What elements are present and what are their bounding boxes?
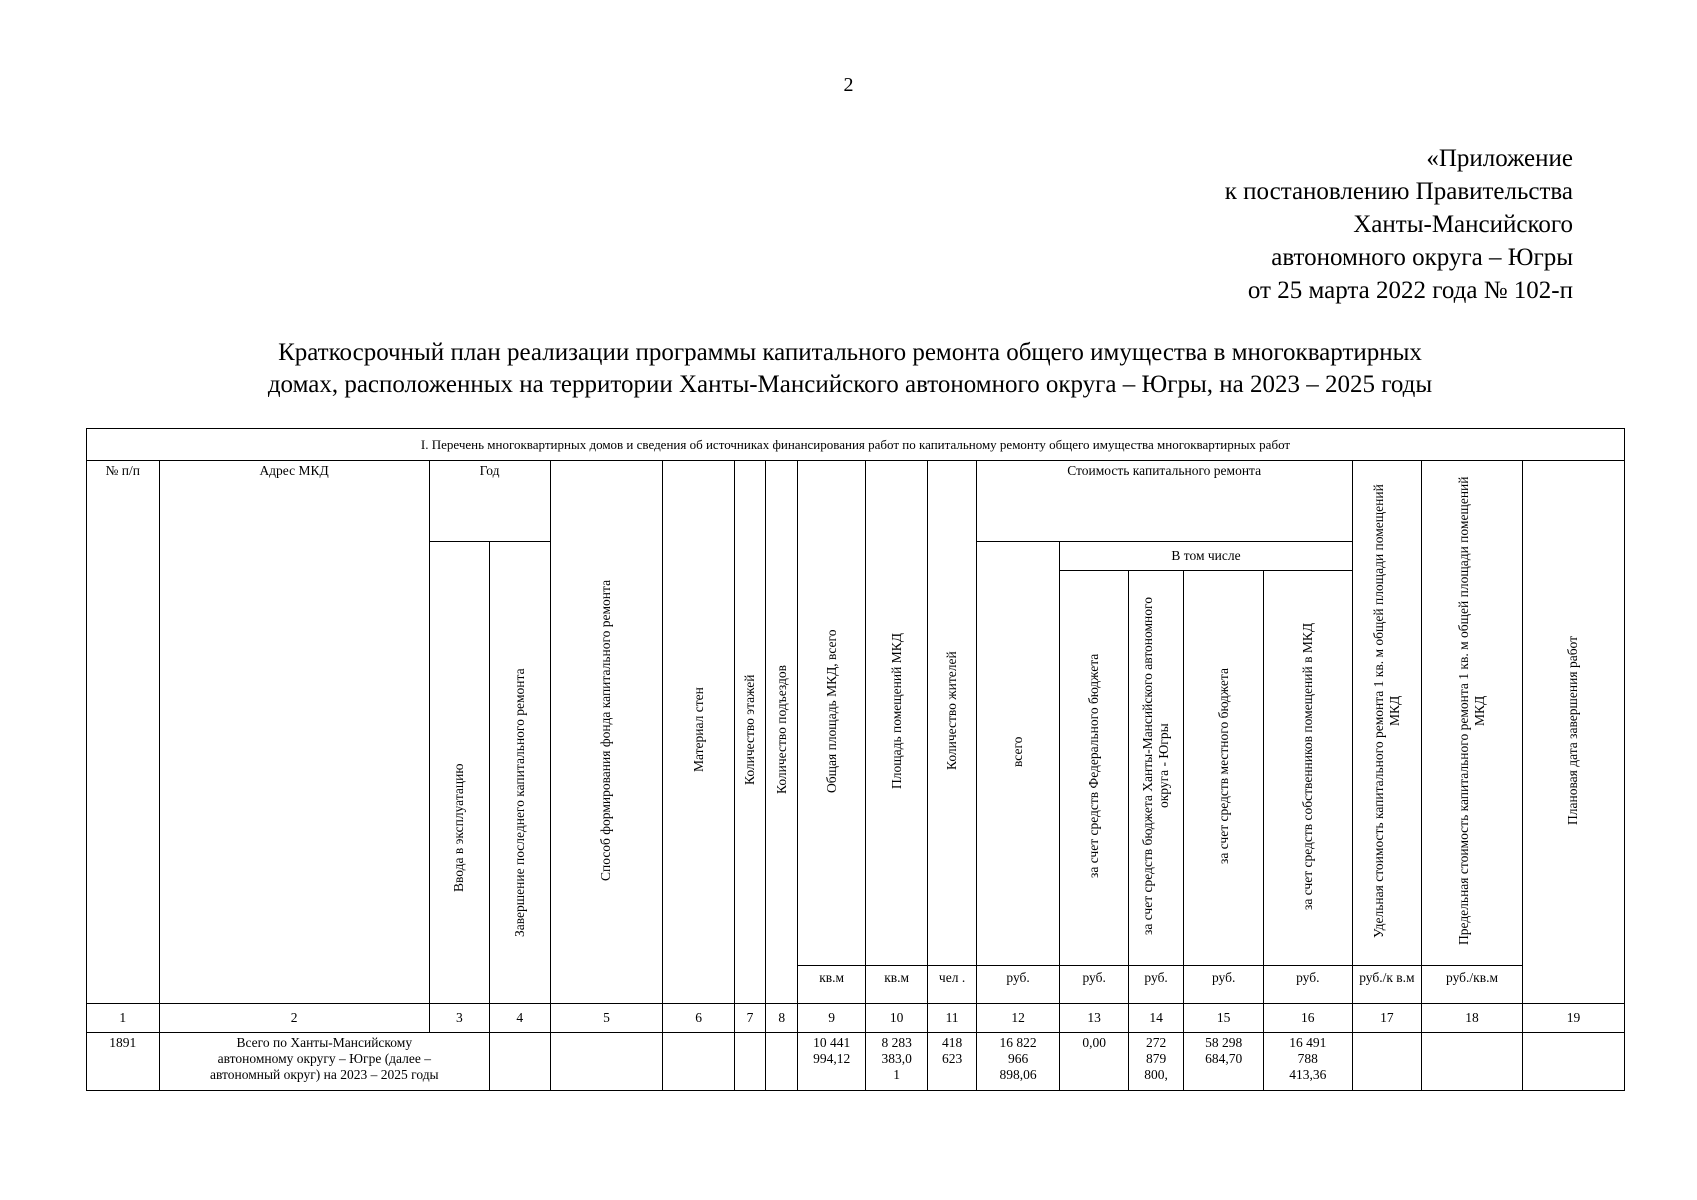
unit-owners: руб. xyxy=(1263,966,1352,1004)
appendix-line: «Приложение xyxy=(1426,145,1573,172)
header-fund-method: Способ формирования фонда капитального ремонта xyxy=(550,461,663,1004)
repair-plan-table xyxy=(86,428,1625,1091)
header-year: Год xyxy=(429,461,550,542)
column-number: 4 xyxy=(490,1004,550,1033)
unit-federal: руб. xyxy=(1060,966,1129,1004)
title-line: домах, расположенных на территории Ханты-Мансийского автономного округа – Югры, на 2023 – 2025 годы xyxy=(267,371,1433,398)
header-residents: Количество жителей xyxy=(928,461,976,966)
document-title xyxy=(150,337,1550,401)
column-number: 15 xyxy=(1184,1004,1264,1033)
header-planned-date: Плановая дата завершения работ xyxy=(1522,461,1624,1004)
header-floors: Количество этажей xyxy=(734,461,765,1004)
cell-num: 1891 xyxy=(87,1033,160,1091)
page-number: 2 xyxy=(843,74,854,96)
cell-year-last-repair xyxy=(490,1033,550,1091)
column-number: 14 xyxy=(1128,1004,1183,1033)
cell-max-cost xyxy=(1422,1033,1523,1091)
header-entrances: Количество подъездов xyxy=(766,461,798,1004)
unit-local: руб. xyxy=(1184,966,1264,1004)
cell-local: 58 298 684,70 xyxy=(1184,1033,1264,1091)
header-year-last-repair: Завершение последнего капитального ремонта xyxy=(490,542,550,1004)
header-federal: за счет средств Федерального бюджета xyxy=(1060,571,1129,966)
column-number: 13 xyxy=(1060,1004,1129,1033)
cell-regional: 272 879 800, xyxy=(1128,1033,1183,1091)
header-local: за счет средств местного бюджета xyxy=(1184,571,1264,966)
header-cost-total: всего xyxy=(976,542,1060,966)
appendix-line: автономного округа – Югры xyxy=(1271,244,1573,271)
header-regional: за счет средств бюджета Ханты-Мансийского автономного округа - Югры xyxy=(1128,571,1183,966)
header-including: В том числе xyxy=(1060,542,1352,571)
column-number: 8 xyxy=(766,1004,798,1033)
column-number: 18 xyxy=(1422,1004,1523,1033)
column-number: 17 xyxy=(1352,1004,1422,1033)
header-cost: Стоимость капитального ремонта xyxy=(976,461,1352,542)
unit-max-cost: руб./кв.м xyxy=(1422,966,1523,1004)
unit-cost-total: руб. xyxy=(976,966,1060,1004)
appendix-line: Ханты-Мансийского xyxy=(1353,211,1573,238)
cell-planned-date xyxy=(1522,1033,1624,1091)
column-number: 3 xyxy=(429,1004,489,1033)
appendix-block xyxy=(1225,142,1573,307)
cell-entrances xyxy=(766,1033,798,1091)
unit-regional: руб. xyxy=(1128,966,1183,1004)
header-year-commission: Ввода в эксплуатацию xyxy=(429,542,489,1004)
unit-premises-area: кв.м xyxy=(865,966,927,1004)
appendix-line: от 25 марта 2022 года № 102-п xyxy=(1247,277,1573,304)
column-number: 6 xyxy=(663,1004,735,1033)
column-number: 5 xyxy=(550,1004,663,1033)
table-row xyxy=(87,1033,1625,1091)
cell-total-area: 10 441 994,12 xyxy=(798,1033,866,1091)
cell-owners: 16 491 788 413,36 xyxy=(1263,1033,1352,1091)
column-number: 12 xyxy=(976,1004,1060,1033)
title-line: Краткосрочный план реализации программы капитального ремонта общего имущества в многоквартирных xyxy=(278,339,1422,366)
cell-wall-material xyxy=(663,1033,735,1091)
header-unit-cost: Удельная стоимость капитального ремонта 1 кв. м общей площади помещений МКД xyxy=(1352,461,1422,966)
cell-federal: 0,00 xyxy=(1060,1033,1129,1091)
column-number: 1 xyxy=(87,1004,160,1033)
unit-residents: чел . xyxy=(928,966,976,1004)
column-number: 16 xyxy=(1263,1004,1352,1033)
column-number: 9 xyxy=(798,1004,866,1033)
unit-total-area: кв.м xyxy=(798,966,866,1004)
column-number: 10 xyxy=(865,1004,927,1033)
header-owners: за счет средств собственников помещений в МКД xyxy=(1263,571,1352,966)
cell-cost-total: 16 822 966 898,06 xyxy=(976,1033,1060,1091)
header-premises-area: Площадь помещений МКД xyxy=(865,461,927,966)
cell-residents: 418 623 xyxy=(928,1033,976,1091)
cell-unit-cost xyxy=(1352,1033,1422,1091)
unit-unit-cost: руб./к в.м xyxy=(1352,966,1422,1004)
header-total-area: Общая площадь МКД, всего xyxy=(798,461,866,966)
column-number: 11 xyxy=(928,1004,976,1033)
header-wall-material: Материал стен xyxy=(663,461,735,1004)
header-address: Адрес МКД xyxy=(159,461,429,1004)
section-title: I. Перечень многоквартирных домов и сведения об источниках финансирования работ по капитальному ремонту общего имущества многоквартирных работ xyxy=(87,429,1625,461)
cell-floors xyxy=(734,1033,765,1091)
column-number: 7 xyxy=(734,1004,765,1033)
cell-premises-area: 8 283 383,0 1 xyxy=(865,1033,927,1091)
cell-fund-method xyxy=(550,1033,663,1091)
column-number: 19 xyxy=(1522,1004,1624,1033)
header-num: № п/п xyxy=(87,461,160,1004)
appendix-line: к постановлению Правительства xyxy=(1224,178,1573,205)
column-number: 2 xyxy=(159,1004,429,1033)
header-max-cost: Предельная стоимость капитального ремонта 1 кв. м общей площади помещений МКД xyxy=(1422,461,1523,966)
cell-address: Всего по Ханты-Мансийскому автономному округу – Югре (далее – автономный округ) на 2023 – 2025 годы xyxy=(159,1033,490,1091)
